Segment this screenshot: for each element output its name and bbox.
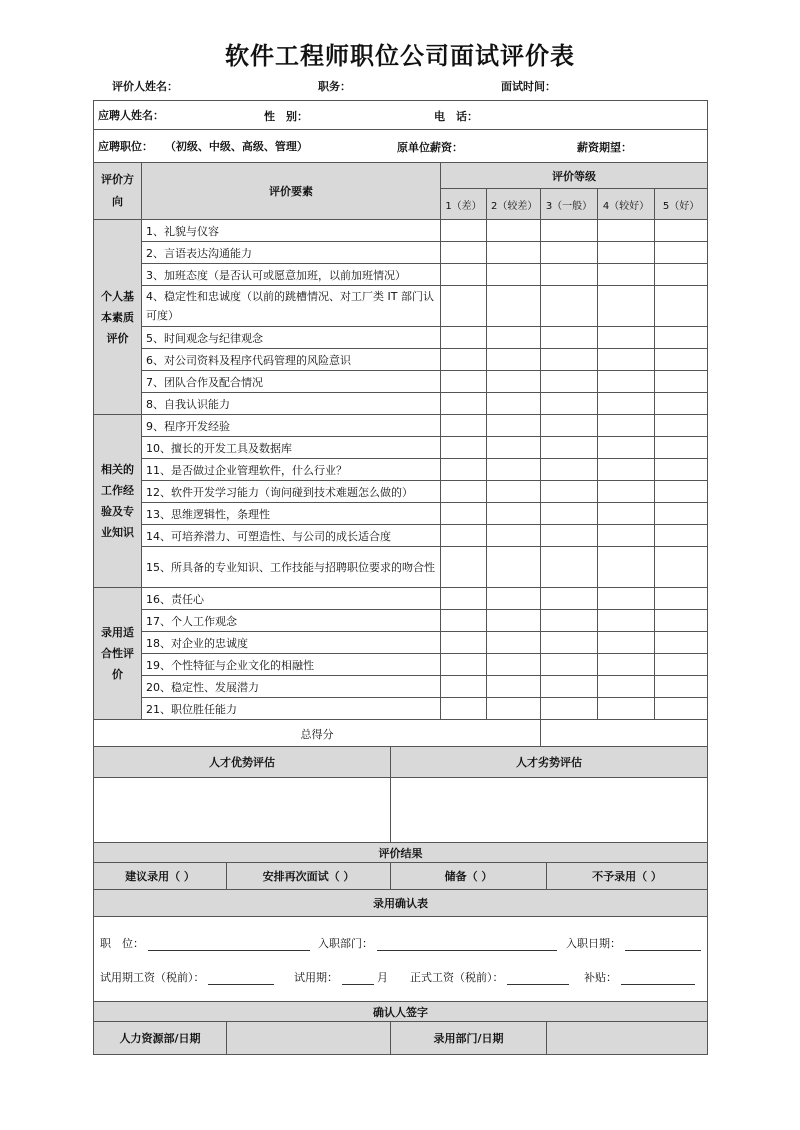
applicant-row-2 bbox=[94, 130, 708, 163]
result-header-row bbox=[94, 843, 708, 863]
criterion-row bbox=[94, 242, 708, 264]
score-cell[interactable] bbox=[598, 437, 655, 459]
confirm-header-row bbox=[94, 890, 708, 917]
criterion-row bbox=[94, 264, 708, 286]
score-cell[interactable] bbox=[441, 286, 487, 327]
score-cell[interactable] bbox=[487, 371, 541, 393]
advantage-field[interactable] bbox=[94, 778, 391, 843]
group-label-suitability: 录用适合性评价 bbox=[94, 588, 142, 720]
score-cell[interactable] bbox=[487, 525, 541, 547]
score-cell[interactable] bbox=[487, 547, 541, 588]
score-cell[interactable] bbox=[541, 371, 598, 393]
criterion-row bbox=[94, 459, 708, 481]
department-field[interactable] bbox=[377, 938, 557, 951]
score-cell[interactable] bbox=[441, 654, 487, 676]
criterion-label: 11、是否做过企业管理软件，什么行业？ bbox=[142, 459, 441, 481]
factor-header: 评价要素 bbox=[142, 163, 441, 220]
score-cell[interactable] bbox=[441, 503, 487, 525]
score-cell[interactable] bbox=[655, 547, 708, 588]
score-cell[interactable] bbox=[541, 503, 598, 525]
criterion-label: 17、个人工作观念 bbox=[142, 610, 441, 632]
score-cell[interactable] bbox=[655, 415, 708, 437]
score-cell[interactable] bbox=[598, 371, 655, 393]
score-cell[interactable] bbox=[541, 588, 598, 610]
score-cell[interactable] bbox=[598, 503, 655, 525]
criterion-label: 4、稳定性和忠诚度（以前的跳槽情况、对工厂类 IT 部门认可度） bbox=[142, 286, 441, 327]
sign-header-row bbox=[94, 1002, 708, 1022]
score-cell[interactable] bbox=[655, 698, 708, 720]
score-cell[interactable] bbox=[487, 481, 541, 503]
score-cell[interactable] bbox=[541, 286, 598, 327]
advantage-header: 人才优势评估 bbox=[94, 747, 391, 778]
criterion-label: 14、可培养潜力、可塑造性、与公司的成长适合度 bbox=[142, 525, 441, 547]
page-title: 软件工程师职位公司面试评价表 bbox=[225, 42, 575, 70]
score-cell[interactable] bbox=[598, 264, 655, 286]
position-label: 职务： bbox=[318, 80, 351, 93]
criterion-row bbox=[94, 632, 708, 654]
score-cell[interactable] bbox=[487, 610, 541, 632]
trial-period-label: 试用期： bbox=[294, 971, 338, 984]
criterion-row bbox=[94, 286, 708, 327]
criterion-row bbox=[94, 327, 708, 349]
disadvantage-field[interactable] bbox=[391, 778, 708, 843]
header-row bbox=[94, 163, 708, 189]
dept-sign-label: 录用部门/日期 bbox=[391, 1022, 547, 1055]
score-cell[interactable] bbox=[598, 349, 655, 371]
score-cell[interactable] bbox=[441, 676, 487, 698]
reserve-option[interactable]: 储备（ ） bbox=[391, 863, 547, 890]
job-title-label: 职 位： bbox=[100, 937, 144, 950]
score-cell[interactable] bbox=[441, 481, 487, 503]
formal-salary-label: 正式工资（税前）： bbox=[410, 971, 504, 984]
score-cell[interactable] bbox=[598, 220, 655, 242]
criterion-row bbox=[94, 698, 708, 720]
criterion-label: 3、加班态度（是否认可或愿意加班，以前加班情况） bbox=[142, 264, 441, 286]
total-row bbox=[94, 720, 708, 748]
criterion-row bbox=[94, 547, 708, 588]
total-score-cell[interactable] bbox=[541, 720, 708, 748]
score-cell[interactable] bbox=[655, 286, 708, 327]
criterion-label: 12、软件开发学习能力（询问碰到技术难题怎么做的） bbox=[142, 481, 441, 503]
month-label: 月 bbox=[377, 971, 388, 984]
formal-salary-field[interactable] bbox=[507, 972, 569, 985]
grade-level-1: 1（差） bbox=[441, 189, 487, 220]
criterion-label: 8、自我认识能力 bbox=[142, 393, 441, 415]
score-cell[interactable] bbox=[541, 654, 598, 676]
subsidy-label: 补贴： bbox=[584, 971, 617, 984]
score-cell[interactable] bbox=[487, 459, 541, 481]
score-cell[interactable] bbox=[441, 437, 487, 459]
criterion-label: 1、礼貌与仪容 bbox=[142, 220, 441, 242]
score-cell[interactable] bbox=[655, 242, 708, 264]
score-cell[interactable] bbox=[598, 654, 655, 676]
score-cell[interactable] bbox=[598, 481, 655, 503]
disadvantage-header: 人才劣势评估 bbox=[391, 747, 708, 778]
score-cell[interactable] bbox=[487, 654, 541, 676]
score-cell[interactable] bbox=[655, 503, 708, 525]
score-cell[interactable] bbox=[541, 393, 598, 415]
trial-salary-field[interactable] bbox=[208, 972, 274, 985]
score-cell[interactable] bbox=[541, 676, 598, 698]
grade-level-2: 2（较差） bbox=[487, 189, 541, 220]
result-options-row bbox=[94, 863, 708, 890]
applicant-row-1 bbox=[94, 101, 708, 130]
confirm-body-row bbox=[94, 917, 708, 1002]
score-cell[interactable] bbox=[655, 371, 708, 393]
score-cell[interactable] bbox=[541, 327, 598, 349]
group-label-experience: 相关的工作经验及专业知识 bbox=[94, 415, 142, 588]
hire-option[interactable]: 建议录用（ ） bbox=[94, 863, 227, 890]
score-cell[interactable] bbox=[441, 327, 487, 349]
score-cell[interactable] bbox=[441, 220, 487, 242]
score-cell[interactable] bbox=[541, 349, 598, 371]
job-options: （初级、中级、高级、管理） bbox=[164, 140, 308, 153]
job-title-field[interactable] bbox=[148, 938, 310, 951]
score-cell[interactable] bbox=[655, 393, 708, 415]
score-cell[interactable] bbox=[598, 459, 655, 481]
criterion-label: 15、所具备的专业知识、工作技能与招聘职位要求的吻合性 bbox=[142, 547, 441, 588]
score-cell[interactable] bbox=[441, 349, 487, 371]
criterion-row bbox=[94, 610, 708, 632]
score-cell[interactable] bbox=[655, 610, 708, 632]
score-cell[interactable] bbox=[487, 632, 541, 654]
score-cell[interactable] bbox=[441, 547, 487, 588]
score-cell[interactable] bbox=[541, 481, 598, 503]
criterion-label: 9、程序开发经验 bbox=[142, 415, 441, 437]
score-cell[interactable] bbox=[441, 393, 487, 415]
score-cell[interactable] bbox=[655, 327, 708, 349]
start-date-label: 入职日期： bbox=[566, 937, 621, 950]
trial-period-field[interactable] bbox=[342, 972, 374, 985]
score-cell[interactable] bbox=[441, 610, 487, 632]
subsidy-field[interactable] bbox=[621, 972, 695, 985]
score-cell[interactable] bbox=[441, 588, 487, 610]
total-label: 总得分 bbox=[94, 720, 541, 748]
criterion-row bbox=[94, 654, 708, 676]
criterion-label: 18、对企业的忠诚度 bbox=[142, 632, 441, 654]
score-cell[interactable] bbox=[598, 547, 655, 588]
score-cell[interactable] bbox=[441, 698, 487, 720]
score-cell[interactable] bbox=[441, 525, 487, 547]
criterion-row bbox=[94, 588, 708, 610]
criterion-label: 2、言语表达沟通能力 bbox=[142, 242, 441, 264]
score-cell[interactable] bbox=[655, 525, 708, 547]
criterion-row bbox=[94, 525, 708, 547]
score-cell[interactable] bbox=[441, 415, 487, 437]
score-cell[interactable] bbox=[487, 676, 541, 698]
talent-header-row bbox=[94, 747, 708, 778]
criterion-label: 7、团队合作及配合情况 bbox=[142, 371, 441, 393]
score-cell[interactable] bbox=[598, 588, 655, 610]
criterion-label: 16、责任心 bbox=[142, 588, 441, 610]
score-cell[interactable] bbox=[655, 437, 708, 459]
score-cell[interactable] bbox=[487, 349, 541, 371]
score-cell[interactable] bbox=[441, 264, 487, 286]
phone-label: 电 话： bbox=[434, 110, 478, 123]
score-cell[interactable] bbox=[487, 437, 541, 459]
score-cell[interactable] bbox=[441, 371, 487, 393]
score-cell[interactable] bbox=[598, 525, 655, 547]
grade-level-3: 3（一般） bbox=[541, 189, 598, 220]
score-cell[interactable] bbox=[487, 588, 541, 610]
score-cell[interactable] bbox=[541, 415, 598, 437]
score-cell[interactable] bbox=[487, 698, 541, 720]
score-cell[interactable] bbox=[441, 242, 487, 264]
dept-sign-field[interactable] bbox=[547, 1022, 708, 1055]
score-cell[interactable] bbox=[541, 220, 598, 242]
criterion-row bbox=[94, 220, 708, 242]
score-cell[interactable] bbox=[487, 220, 541, 242]
interview-time-label: 面试时间： bbox=[501, 80, 556, 93]
hr-sign-label: 人力资源部/日期 bbox=[94, 1022, 227, 1055]
score-cell[interactable] bbox=[598, 327, 655, 349]
score-cell[interactable] bbox=[541, 547, 598, 588]
start-date-field[interactable] bbox=[625, 938, 701, 951]
criterion-row bbox=[94, 481, 708, 503]
criterion-label: 6、对公司资料及程序代码管理的风险意识 bbox=[142, 349, 441, 371]
criterion-label: 13、思维逻辑性，条理性 bbox=[142, 503, 441, 525]
score-cell[interactable] bbox=[598, 393, 655, 415]
score-cell[interactable] bbox=[541, 242, 598, 264]
score-cell[interactable] bbox=[541, 437, 598, 459]
score-cell[interactable] bbox=[655, 349, 708, 371]
grade-header: 评价等级 bbox=[441, 163, 708, 189]
score-cell[interactable] bbox=[487, 503, 541, 525]
result-title: 评价结果 bbox=[94, 843, 708, 863]
talent-body-row bbox=[94, 778, 708, 843]
score-cell[interactable] bbox=[487, 242, 541, 264]
sign-title: 确认人签字 bbox=[94, 1002, 708, 1022]
score-cell[interactable] bbox=[655, 632, 708, 654]
criterion-row bbox=[94, 676, 708, 698]
criterion-row bbox=[94, 371, 708, 393]
score-cell[interactable] bbox=[598, 415, 655, 437]
direction-header: 评价方向 bbox=[94, 163, 142, 220]
score-cell[interactable] bbox=[598, 632, 655, 654]
score-cell[interactable] bbox=[487, 264, 541, 286]
score-cell[interactable] bbox=[655, 459, 708, 481]
expected-salary-label: 薪资期望： bbox=[577, 141, 632, 154]
criterion-row bbox=[94, 503, 708, 525]
score-cell[interactable] bbox=[541, 264, 598, 286]
department-label: 入职部门： bbox=[318, 937, 373, 950]
score-cell[interactable] bbox=[541, 632, 598, 654]
job-label: 应聘职位： bbox=[98, 140, 153, 153]
score-cell[interactable] bbox=[487, 327, 541, 349]
score-cell[interactable] bbox=[655, 654, 708, 676]
criterion-row bbox=[94, 349, 708, 371]
score-cell[interactable] bbox=[487, 393, 541, 415]
score-cell[interactable] bbox=[598, 698, 655, 720]
score-cell[interactable] bbox=[541, 610, 598, 632]
gender-label: 性 别： bbox=[264, 110, 308, 123]
score-cell[interactable] bbox=[655, 676, 708, 698]
grade-level-5: 5（好） bbox=[655, 189, 708, 220]
score-cell[interactable] bbox=[441, 632, 487, 654]
criterion-label: 19、个性特征与企业文化的相融性 bbox=[142, 654, 441, 676]
score-cell[interactable] bbox=[598, 286, 655, 327]
criterion-row bbox=[94, 393, 708, 415]
score-cell[interactable] bbox=[541, 459, 598, 481]
score-cell[interactable] bbox=[655, 264, 708, 286]
assessment-table bbox=[93, 746, 708, 1055]
score-cell[interactable] bbox=[487, 415, 541, 437]
confirm-title: 录用确认表 bbox=[94, 890, 708, 917]
criterion-label: 20、稳定性、发展潜力 bbox=[142, 676, 441, 698]
score-cell[interactable] bbox=[541, 525, 598, 547]
evaluator-name-label: 评价人姓名： bbox=[112, 80, 178, 93]
score-cell[interactable] bbox=[598, 676, 655, 698]
criterion-row bbox=[94, 437, 708, 459]
sign-row bbox=[94, 1022, 708, 1055]
prev-salary-label: 原单位薪资： bbox=[397, 141, 463, 154]
grade-level-4: 4（较好） bbox=[598, 189, 655, 220]
group-label-personal: 个人基本素质评价 bbox=[94, 220, 142, 415]
applicant-name-label: 应聘人姓名： bbox=[98, 109, 164, 122]
score-cell[interactable] bbox=[441, 459, 487, 481]
trial-salary-label: 试用期工资（税前）： bbox=[100, 971, 205, 984]
criterion-label: 5、时间观念与纪律观念 bbox=[142, 327, 441, 349]
reject-option[interactable]: 不予录用（ ） bbox=[547, 863, 708, 890]
score-cell[interactable] bbox=[598, 610, 655, 632]
score-cell[interactable] bbox=[487, 286, 541, 327]
criterion-label: 10、擅长的开发工具及数据库 bbox=[142, 437, 441, 459]
score-cell[interactable] bbox=[655, 588, 708, 610]
hr-sign-field[interactable] bbox=[227, 1022, 391, 1055]
score-cell[interactable] bbox=[598, 242, 655, 264]
criterion-row bbox=[94, 415, 708, 437]
reinterview-option[interactable]: 安排再次面试（ ） bbox=[227, 863, 391, 890]
evaluation-table bbox=[93, 100, 708, 748]
score-cell[interactable] bbox=[655, 220, 708, 242]
criterion-label: 21、职位胜任能力 bbox=[142, 698, 441, 720]
score-cell[interactable] bbox=[541, 698, 598, 720]
score-cell[interactable] bbox=[655, 481, 708, 503]
